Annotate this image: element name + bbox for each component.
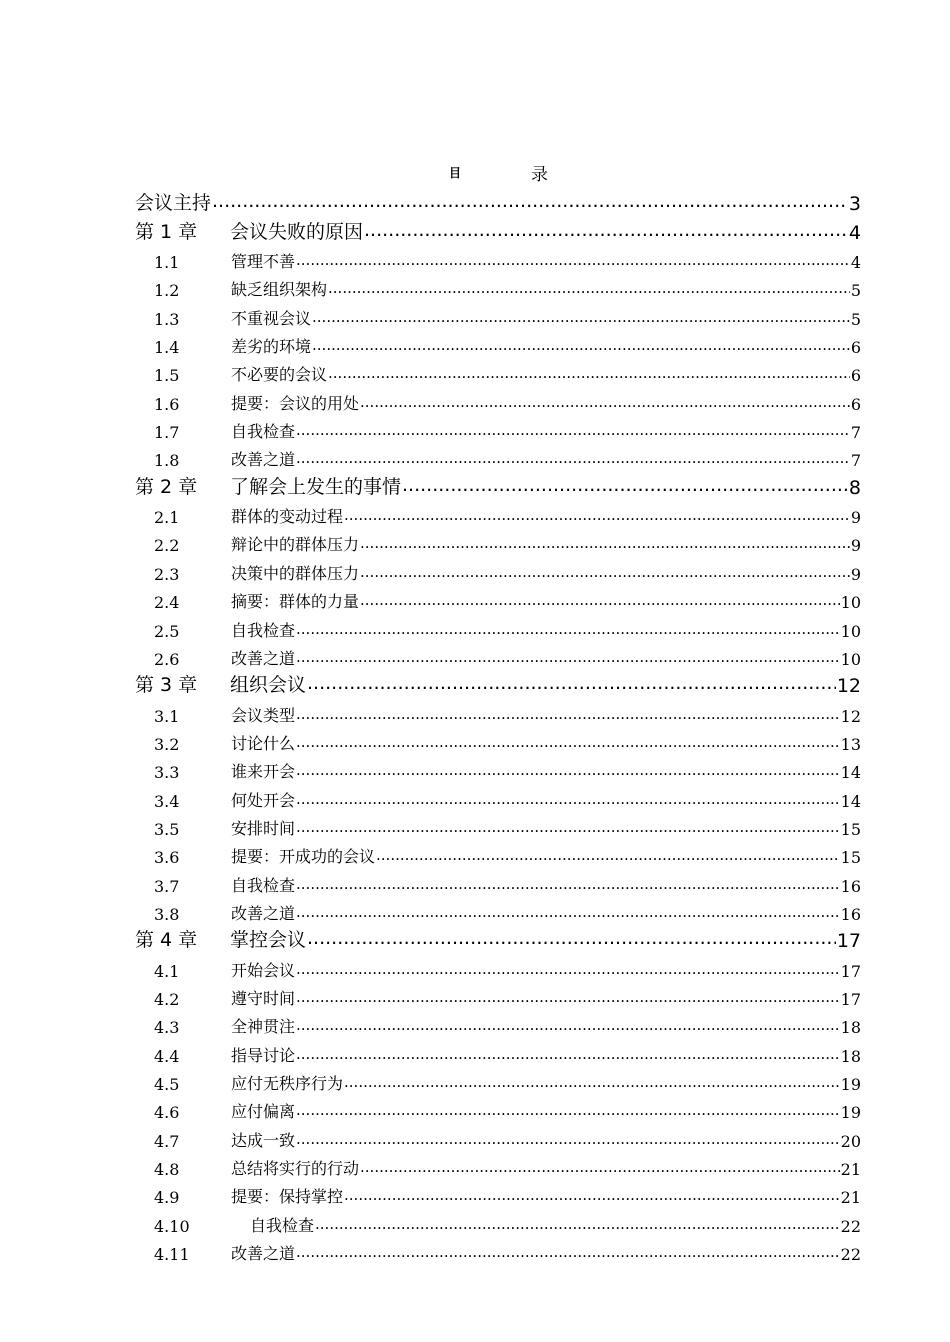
- toc-leader-dots: [296, 790, 840, 808]
- toc-entry-page: 14: [840, 791, 861, 811]
- toc-leader-dots: [312, 308, 850, 326]
- toc-entry-number: 4.3: [154, 1018, 180, 1038]
- toc-entry-number: 4.8: [154, 1160, 180, 1180]
- toc-entry-number: 1.2: [154, 281, 180, 301]
- toc-entry-label: 改善之道: [231, 648, 296, 668]
- toc-entry-label: 应付无秩序行为: [231, 1074, 344, 1093]
- toc-entry-page: 15: [840, 848, 861, 868]
- toc-leader-dots: [296, 421, 850, 439]
- toc-entry-number: 2.6: [154, 649, 180, 669]
- toc-leader-dots: [296, 705, 840, 723]
- toc-entry-section[interactable]: [135, 1037, 861, 1065]
- toc-entry-section[interactable]: [135, 1179, 861, 1207]
- toc-entry-section[interactable]: [135, 357, 861, 385]
- toc-entry-page: 16: [840, 876, 861, 896]
- toc-leader-dots: [360, 591, 840, 609]
- toc-entry-label: 提要：会议的用处: [231, 393, 360, 413]
- toc-entry-label: 掌控会议: [230, 929, 307, 952]
- toc-leader-dots: [296, 648, 840, 666]
- toc-entry-page: 17: [836, 930, 861, 953]
- toc-entry-section[interactable]: [135, 329, 861, 357]
- toc-entry-number: 4.2: [154, 989, 180, 1009]
- toc-leader-dots: [296, 733, 840, 751]
- toc-entry-page: 20: [840, 1131, 861, 1151]
- toc-leader-dots: [296, 903, 840, 921]
- toc-leader-dots: [296, 960, 840, 978]
- toc-entry-number: 3.1: [154, 706, 180, 726]
- toc-entry-page: 21: [840, 1188, 861, 1208]
- toc-entry-number: 4.1: [154, 961, 180, 981]
- toc-entry-number: 4.9: [154, 1188, 180, 1208]
- toc-leader-dots: [296, 1045, 840, 1063]
- toc-entry-section[interactable]: [135, 811, 861, 839]
- toc-entry-label: 改善之道: [231, 1244, 296, 1264]
- toc-entry-page: 12: [836, 675, 861, 698]
- toc-leader-dots: [212, 190, 848, 212]
- toc-leader-dots: [296, 1016, 840, 1034]
- toc-entry-section[interactable]: [135, 1066, 861, 1094]
- toc-entry-label: 组织会议: [230, 674, 307, 697]
- toc-entry-section[interactable]: [135, 1236, 861, 1264]
- toc-leader-dots: [360, 393, 850, 411]
- toc-leader-dots: [344, 1186, 840, 1204]
- toc-entry-page: 19: [840, 1075, 861, 1094]
- toc-entry-section[interactable]: [135, 612, 861, 640]
- toc-entry-page: 18: [840, 1018, 861, 1038]
- toc-entry-number: 3.7: [154, 876, 180, 896]
- toc-leader-dots: [296, 988, 840, 1006]
- toc-entry-number: 4.11: [154, 1245, 190, 1265]
- toc-entry-page: 7: [850, 423, 861, 443]
- toc-entry-number: 2.5: [154, 621, 180, 641]
- toc-leader-dots: [315, 1215, 840, 1233]
- toc-leader-dots: [296, 1101, 840, 1119]
- toc-leader-dots: [328, 279, 850, 297]
- toc-title-char-2: 录: [531, 165, 548, 185]
- toc-entry-label: 群体的变动过程: [231, 507, 344, 527]
- toc-entry-label: 提要：保持掌控: [231, 1187, 344, 1207]
- toc-entry-number: 第 4 章: [135, 929, 198, 952]
- toc-entry-page: 9: [850, 508, 861, 528]
- toc-entry-number: 1.7: [154, 423, 180, 443]
- toc-entry-label: 管理不善: [231, 252, 296, 272]
- toc-entry-page: 6: [850, 366, 861, 386]
- toc-entry-label: 差劣的环境: [231, 337, 312, 357]
- toc-entry-number: 4.6: [154, 1103, 180, 1123]
- toc-entry-section[interactable]: [135, 527, 861, 555]
- toc-entry-page: 9: [850, 536, 861, 556]
- toc-entry-label: 了解会上发生的事情: [230, 475, 402, 498]
- toc-entry-number: 1.8: [154, 451, 180, 471]
- toc-leader-dots: [344, 1073, 840, 1091]
- toc-entry-page: 7: [850, 451, 861, 471]
- toc-entry-chapter[interactable]: [135, 215, 861, 243]
- toc-entry-label: 改善之道: [231, 903, 296, 923]
- toc-entry-number: 1.4: [154, 338, 180, 358]
- toc-entry-label: 辩论中的群体压力: [231, 535, 360, 555]
- toc-entry-page: 12: [840, 706, 861, 726]
- toc-entry-section[interactable]: [135, 1122, 861, 1150]
- toc-leader-dots: [296, 1130, 840, 1148]
- toc-entry-section[interactable]: [135, 300, 861, 328]
- toc-entry-section[interactable]: [135, 584, 861, 612]
- toc-entry-number: 1.1: [154, 253, 180, 273]
- toc-leader-dots: [296, 251, 850, 269]
- toc-entry-section[interactable]: [135, 414, 861, 442]
- toc-entry-section[interactable]: [135, 1094, 861, 1122]
- toc-entry-label: 不必要的会议: [231, 365, 328, 385]
- toc-title-char-1: 目: [449, 166, 462, 180]
- toc-entry-label: 会议类型: [231, 705, 296, 725]
- toc-entry-section[interactable]: [135, 1009, 861, 1037]
- toc-entry-section[interactable]: [135, 867, 861, 895]
- toc-entry-label: 摘要：群体的力量: [231, 592, 360, 612]
- toc-entry-section[interactable]: [135, 442, 861, 470]
- toc-entry-section[interactable]: [135, 244, 861, 272]
- toc-leader-dots: [376, 846, 840, 864]
- toc-leader-dots: [312, 336, 850, 354]
- toc-leader-dots: [402, 474, 848, 496]
- toc-entry-label: 自我检查: [231, 422, 296, 442]
- toc-entry-section[interactable]: [135, 641, 861, 669]
- toc-entry-number: 3.3: [154, 763, 180, 783]
- toc-leader-dots: [296, 818, 840, 836]
- toc-entry-chapter[interactable]: [135, 669, 861, 697]
- toc-entry-label: 缺乏组织架构: [231, 280, 328, 300]
- toc-leader-dots: [296, 761, 840, 779]
- toc-entry-page: 17: [840, 961, 861, 981]
- toc-leader-dots: [360, 534, 850, 552]
- toc-entry-number: 4.7: [154, 1131, 180, 1151]
- toc-entry-number: 4.10: [154, 1216, 190, 1236]
- toc-leader-dots: [296, 875, 840, 893]
- toc-entry-section[interactable]: [135, 754, 861, 782]
- toc-entry-label: 自我检查: [250, 1215, 315, 1235]
- toc-entry-label: 开始会议: [231, 960, 296, 980]
- toc-entry-page: 6: [850, 338, 861, 358]
- toc-entry-section[interactable]: [135, 952, 861, 980]
- toc-entry-label: 会议主持: [135, 192, 212, 215]
- toc-entry-page: 5: [850, 281, 861, 301]
- toc-entry-number: 3.5: [154, 819, 180, 839]
- toc-entry-page: 16: [840, 904, 861, 924]
- toc-entry-number: 第 1 章: [135, 220, 198, 243]
- toc-entry-number: 3.8: [154, 904, 180, 924]
- toc-entry-number: 4.4: [154, 1046, 180, 1066]
- toc-entry-page: 22: [840, 1216, 861, 1236]
- toc-entry-section[interactable]: [135, 896, 861, 924]
- toc-entry-section[interactable]: [135, 1207, 861, 1235]
- toc-entry-number: 3.6: [154, 848, 180, 868]
- toc-entry-section[interactable]: [135, 385, 861, 413]
- toc-entry-label: 自我检查: [231, 620, 296, 640]
- toc-leader-dots: [328, 364, 850, 382]
- toc-leader-dots: [307, 672, 836, 694]
- toc-title: [0, 160, 950, 186]
- toc-leader-dots: [344, 506, 850, 524]
- toc-entry-page: 18: [840, 1046, 861, 1066]
- toc-entry-label: 讨论什么: [231, 733, 296, 753]
- toc-entry-label: 谁来开会: [231, 762, 296, 782]
- toc-entry-section[interactable]: [135, 726, 861, 754]
- toc-leader-dots: [296, 449, 850, 467]
- table-of-contents: [135, 187, 861, 1264]
- toc-entry-page: 10: [840, 621, 861, 641]
- toc-entry-page: 5: [850, 309, 861, 329]
- toc-entry-label: 全神贯注: [231, 1017, 296, 1037]
- toc-entry-page: 3: [848, 193, 861, 216]
- toc-entry-page: 19: [840, 1103, 861, 1123]
- toc-entry-number: 1.6: [154, 394, 180, 414]
- toc-entry-number: 第 3 章: [135, 674, 198, 697]
- toc-leader-dots: [360, 563, 850, 581]
- toc-entry-label: 总结将实行的行动: [231, 1159, 360, 1179]
- toc-entry-label: 遵守时间: [231, 988, 296, 1008]
- toc-entry-page: 22: [840, 1245, 861, 1265]
- toc-entry-page: 15: [840, 819, 861, 839]
- toc-entry-chapter[interactable]: [135, 924, 861, 952]
- toc-entry-page: 10: [840, 649, 861, 669]
- toc-entry-section[interactable]: [135, 697, 861, 725]
- toc-entry-top[interactable]: [135, 187, 861, 215]
- toc-entry-number: 2.2: [154, 536, 180, 556]
- toc-entry-chapter[interactable]: [135, 470, 861, 498]
- toc-entry-label: 不重视会议: [231, 308, 312, 328]
- toc-entry-label: 安排时间: [231, 818, 296, 838]
- toc-leader-dots: [307, 927, 836, 949]
- toc-leader-dots: [296, 1243, 840, 1261]
- toc-entry-section[interactable]: [135, 555, 861, 583]
- toc-leader-dots: [364, 219, 848, 241]
- toc-entry-label: 应付偏离: [231, 1102, 296, 1122]
- toc-entry-page: 6: [850, 394, 861, 414]
- toc-entry-number: 1.3: [154, 309, 180, 329]
- toc-entry-number: 第 2 章: [135, 475, 198, 498]
- toc-entry-label: 指导讨论: [231, 1045, 296, 1065]
- toc-entry-number: 3.4: [154, 791, 180, 811]
- toc-entry-page: 13: [840, 734, 861, 754]
- toc-entry-page: 10: [840, 593, 861, 613]
- toc-entry-section[interactable]: [135, 499, 861, 527]
- toc-entry-number: 4.5: [154, 1075, 180, 1094]
- toc-entry-label: 会议失败的原因: [230, 220, 364, 243]
- toc-entry-number: 2.1: [154, 508, 180, 528]
- toc-entry-number: 2.4: [154, 593, 180, 613]
- toc-entry-label: 自我检查: [231, 875, 296, 895]
- toc-entry-page: 21: [840, 1160, 861, 1180]
- toc-entry-label: 改善之道: [231, 450, 296, 470]
- toc-entry-page: 8: [848, 476, 861, 499]
- toc-entry-label: 达成一致: [231, 1130, 296, 1150]
- toc-entry-section[interactable]: [135, 981, 861, 1009]
- toc-entry-page: 17: [840, 989, 861, 1009]
- toc-leader-dots: [296, 620, 840, 638]
- toc-entry-page: 9: [850, 564, 861, 584]
- toc-entry-section[interactable]: [135, 782, 861, 810]
- toc-entry-section[interactable]: [135, 839, 861, 867]
- toc-leader-dots: [360, 1158, 840, 1176]
- toc-entry-page: 4: [848, 221, 861, 244]
- toc-entry-label: 何处开会: [231, 790, 296, 810]
- toc-entry-number: 3.2: [154, 734, 180, 754]
- toc-entry-number: 1.5: [154, 366, 180, 386]
- toc-entry-section[interactable]: [135, 1151, 861, 1179]
- toc-entry-section[interactable]: [135, 272, 861, 300]
- toc-entry-page: 4: [850, 253, 861, 273]
- toc-entry-label: 决策中的群体压力: [231, 563, 360, 583]
- toc-entry-page: 14: [840, 763, 861, 783]
- toc-entry-number: 2.3: [154, 564, 180, 584]
- toc-entry-label: 提要：开成功的会议: [231, 847, 376, 867]
